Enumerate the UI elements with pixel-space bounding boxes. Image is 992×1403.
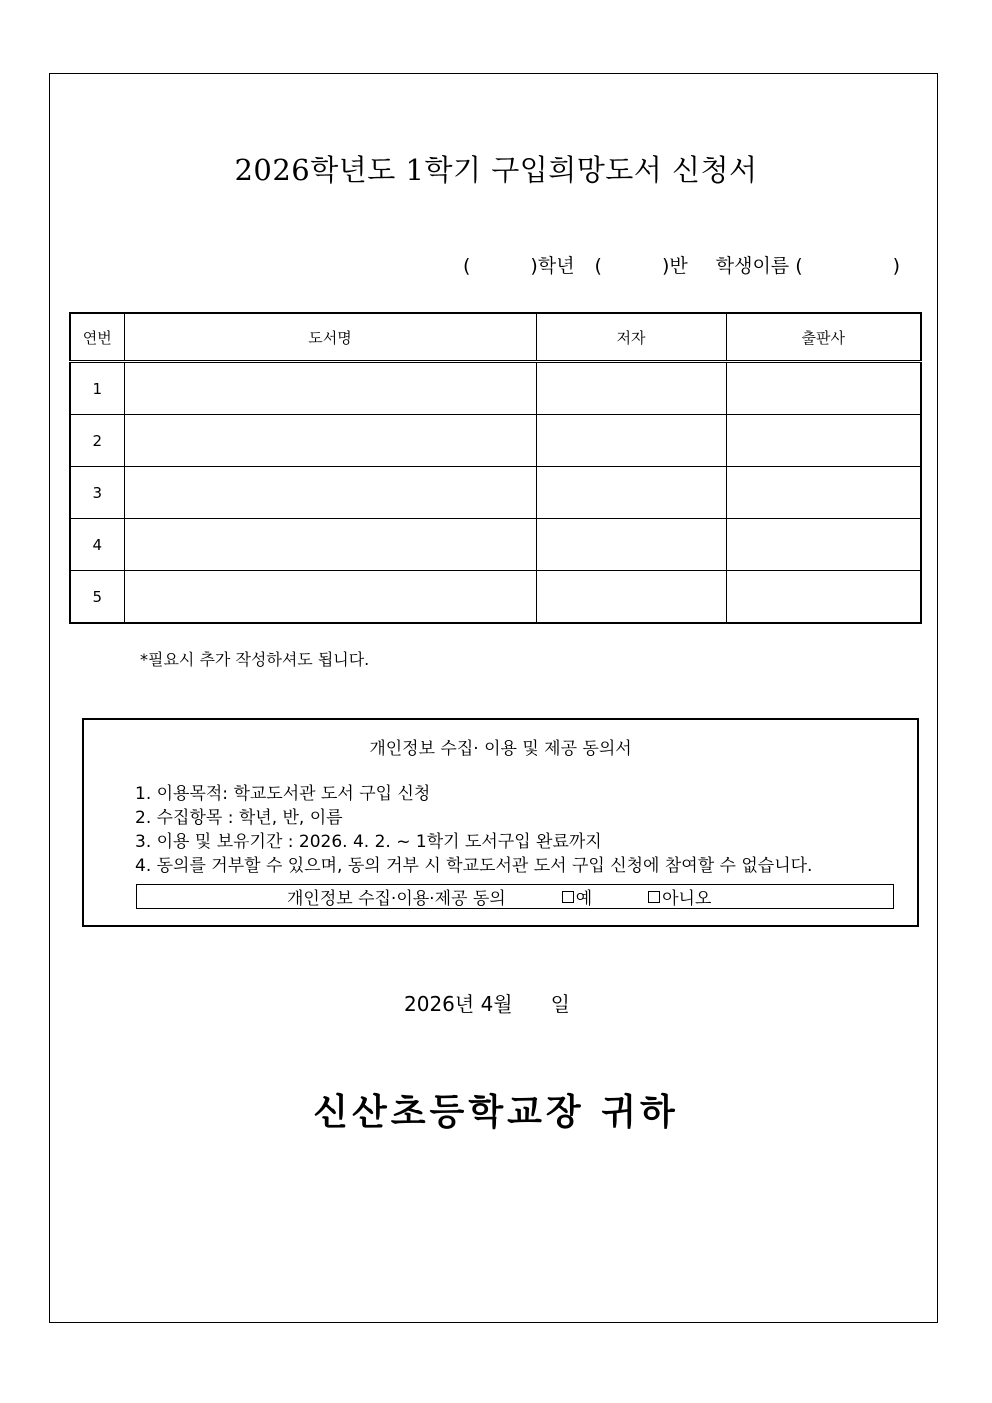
header-book-title: 도서명 bbox=[124, 313, 536, 362]
consent-agreement-row bbox=[136, 884, 894, 909]
name-close: ) bbox=[892, 255, 901, 277]
book-title-cell[interactable] bbox=[124, 571, 536, 624]
consent-no-option[interactable] bbox=[648, 884, 711, 909]
author-cell[interactable] bbox=[536, 415, 726, 467]
publisher-cell[interactable] bbox=[726, 362, 921, 415]
book-title-cell[interactable] bbox=[124, 519, 536, 571]
row-number: 1 bbox=[70, 362, 124, 415]
publisher-cell[interactable] bbox=[726, 467, 921, 519]
additional-note: *필요시 추가 작성하셔도 됩니다. bbox=[140, 650, 370, 669]
table-header-row bbox=[70, 313, 921, 362]
yes-label: 예 bbox=[575, 889, 593, 909]
header-number: 연번 bbox=[70, 313, 124, 362]
consent-item: 2. 수집항목 : 학년, 반, 이름 bbox=[135, 808, 343, 828]
row-number: 3 bbox=[70, 467, 124, 519]
consent-items bbox=[135, 782, 812, 878]
class-label: )반 bbox=[661, 255, 688, 277]
consent-item: 1. 이용목적: 학교도서관 도서 구입 신청 bbox=[135, 784, 431, 804]
date-day-label: 일 bbox=[550, 992, 570, 1016]
table-row bbox=[70, 362, 921, 415]
table-row bbox=[70, 519, 921, 571]
name-label: 학생이름 ( bbox=[715, 255, 803, 277]
consent-item: 4. 동의를 거부할 수 있으며, 동의 거부 시 학교도서관 도서 구입 신청에 참여할 수 없습니다. bbox=[135, 856, 813, 876]
table-row bbox=[70, 467, 921, 519]
no-checkbox[interactable] bbox=[648, 891, 660, 903]
consent-yes-option[interactable] bbox=[562, 884, 592, 909]
book-title-cell[interactable] bbox=[124, 362, 536, 415]
book-request-table bbox=[69, 312, 922, 624]
consent-item: 3. 이용 및 보유기간 : 2026. 4. 2. ~ 1학기 도서구입 완료까지 bbox=[135, 832, 602, 852]
grade-open: ( bbox=[463, 255, 471, 277]
student-info-line bbox=[463, 251, 900, 278]
book-title-cell[interactable] bbox=[124, 415, 536, 467]
row-number: 2 bbox=[70, 415, 124, 467]
author-cell[interactable] bbox=[536, 467, 726, 519]
publisher-cell[interactable] bbox=[726, 571, 921, 624]
table-row bbox=[70, 571, 921, 624]
book-title-cell[interactable] bbox=[124, 467, 536, 519]
document-title: 2026학년도 1학기 구입희망도서 신청서 bbox=[234, 153, 758, 187]
consent-title: 개인정보 수집· 이용 및 제공 동의서 bbox=[369, 739, 632, 759]
grade-label: )학년 bbox=[530, 255, 575, 277]
row-number: 5 bbox=[70, 571, 124, 624]
publisher-cell[interactable] bbox=[726, 519, 921, 571]
table-row bbox=[70, 415, 921, 467]
privacy-consent-box bbox=[82, 718, 919, 927]
author-cell[interactable] bbox=[536, 362, 726, 415]
author-cell[interactable] bbox=[536, 519, 726, 571]
addressee: 신산초등학교장 귀하 bbox=[313, 1092, 679, 1133]
row-number: 4 bbox=[70, 519, 124, 571]
no-label: 아니오 bbox=[662, 889, 712, 909]
consent-agree-label: 개인정보 수집·이용·제공 동의 bbox=[287, 889, 506, 909]
header-publisher: 출판사 bbox=[726, 313, 921, 362]
publisher-cell[interactable] bbox=[726, 415, 921, 467]
class-open: ( bbox=[594, 255, 602, 277]
date-line bbox=[404, 988, 570, 1017]
header-author: 저자 bbox=[536, 313, 726, 362]
yes-checkbox[interactable] bbox=[562, 891, 574, 903]
author-cell[interactable] bbox=[536, 571, 726, 624]
date-year-month: 2026년 4월 bbox=[404, 992, 513, 1016]
